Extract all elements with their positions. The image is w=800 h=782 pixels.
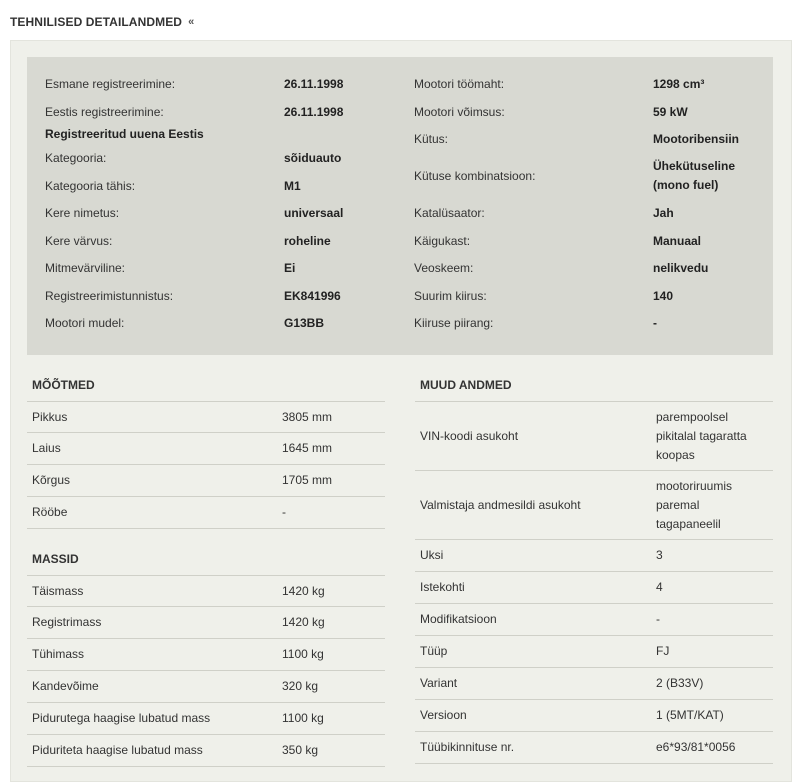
- row-value: [656, 402, 747, 470]
- table-row: [27, 639, 385, 671]
- summary-box: [27, 57, 773, 355]
- row-label: Kõrgus: [32, 473, 71, 487]
- table-row: [27, 401, 385, 433]
- row-value-line: mootoriruumis: [656, 478, 733, 493]
- row-value: -: [282, 505, 286, 519]
- table-row: [27, 735, 385, 767]
- summary-label: Mootori töömaht:: [414, 77, 505, 91]
- table-row: [415, 604, 773, 636]
- summary-label: Kategooria:: [45, 151, 107, 165]
- row-value: 2 (B33V): [656, 676, 704, 690]
- row-value: 3805 mm: [282, 409, 333, 424]
- summary-label: Kere värvus:: [45, 234, 113, 248]
- summary-label: Kere nimetus:: [45, 206, 120, 220]
- summary-label: Kütus:: [414, 132, 449, 146]
- summary-label: Kategooria tähis:: [45, 179, 136, 193]
- summary-label: Kütuse kombinatsioon:: [414, 169, 536, 183]
- row-label: Rööbe: [32, 505, 68, 519]
- summary-value: Ei: [284, 261, 296, 275]
- row-value: 1420 kg: [282, 583, 325, 598]
- row-value: 3: [656, 548, 663, 562]
- row-label: Pikkus: [32, 409, 68, 424]
- row-value-line: parempoolsel: [656, 409, 729, 424]
- details-panel: [10, 40, 792, 782]
- table-row: [415, 540, 773, 572]
- summary-value: 26.11.1998: [284, 77, 344, 91]
- table-row: [415, 572, 773, 604]
- summary-value: 26.11.1998: [284, 105, 344, 119]
- row-label: Uksi: [420, 548, 444, 562]
- row-label: Valmistaja andmesildi asukoht: [420, 497, 581, 512]
- summary-value: Ühekütuseline: [653, 159, 736, 173]
- summary-label: Mitmevärviline:: [45, 261, 126, 275]
- row-label: Registrimass: [32, 615, 102, 629]
- summary-value: Mootoribensiin: [653, 132, 739, 146]
- summary-value: 59 kW: [653, 105, 688, 119]
- row-value-line: pikitalal tagaratta: [656, 428, 747, 443]
- row-value: 4: [656, 580, 663, 594]
- row-label: Versioon: [420, 708, 467, 722]
- table-row: [27, 671, 385, 703]
- row-label: Tüüp: [420, 644, 448, 658]
- summary-label: Registreerimistunnistus:: [45, 289, 174, 303]
- table-row: [27, 575, 385, 607]
- summary-value: Manuaal: [653, 234, 702, 248]
- row-value: e6*93/81*0056: [656, 740, 736, 754]
- summary-value: G13BB: [284, 316, 325, 330]
- row-value: 1645 mm: [282, 441, 333, 455]
- table-row: [27, 703, 385, 735]
- masses-table: [27, 575, 385, 767]
- summary-value: 1298 cm³: [653, 77, 705, 91]
- row-value: 1100 kg: [282, 711, 324, 725]
- table-row: [415, 668, 773, 700]
- dimensions-table: [27, 401, 385, 529]
- row-value-line: tagapaneelil: [656, 516, 721, 531]
- section-title: TEHNILISED DETAILANDMED: [10, 15, 183, 29]
- summary-value: roheline: [284, 234, 331, 248]
- summary-value-line2: (mono fuel): [653, 178, 719, 192]
- summary-note: Registreeritud uuena Eestis: [45, 127, 204, 141]
- row-label: Laius: [32, 441, 61, 455]
- summary-label: Käigukast:: [414, 234, 471, 248]
- masses-title: MASSID: [32, 552, 79, 566]
- summary-label: Esmane registreerimine:: [45, 77, 176, 91]
- row-label: Variant: [420, 676, 458, 690]
- summary-label: Veoskeem:: [414, 261, 474, 275]
- section-header-toggle[interactable]: [10, 12, 194, 32]
- summary-value: EK841996: [284, 289, 341, 303]
- row-value-line: koopas: [656, 447, 695, 462]
- other-data-table: [415, 401, 773, 764]
- table-row: [27, 497, 385, 529]
- summary-value: 140: [653, 289, 674, 303]
- row-label: Täismass: [32, 583, 84, 598]
- summary-label: Kiiruse piirang:: [414, 316, 494, 330]
- table-row: [27, 607, 385, 639]
- row-value-line: paremal: [656, 497, 700, 512]
- row-value: -: [656, 612, 660, 626]
- table-row: [27, 433, 385, 465]
- row-value: 350 kg: [282, 743, 319, 757]
- table-row: [415, 732, 773, 764]
- chevron-double-up-icon[interactable]: «: [188, 15, 195, 28]
- table-row: [415, 636, 773, 668]
- summary-label: Suurim kiirus:: [414, 289, 487, 303]
- summary-value: nelikvedu: [653, 261, 709, 275]
- row-label: Pidurutega haagise lubatud mass: [32, 711, 211, 725]
- row-value: 1705 mm: [282, 473, 333, 487]
- summary-value: Jah: [653, 206, 674, 220]
- row-label: Istekohti: [420, 580, 465, 594]
- summary-label: Eestis registreerimine:: [45, 105, 164, 119]
- row-value: 1420 kg: [282, 615, 325, 629]
- table-row: [415, 401, 773, 471]
- row-label: Tüübikinnituse nr.: [420, 740, 515, 754]
- table-row: [27, 465, 385, 497]
- table-row: [415, 471, 773, 540]
- row-value: 1 (5MT/KAT): [656, 708, 724, 722]
- summary-value: universaal: [284, 206, 344, 220]
- table-row: [415, 700, 773, 732]
- summary-value: -: [653, 316, 657, 330]
- row-value: FJ: [656, 644, 670, 658]
- summary-value: sõiduauto: [284, 151, 342, 165]
- row-label: VIN-koodi asukoht: [420, 428, 519, 443]
- row-label: Piduriteta haagise lubatud mass: [32, 743, 203, 757]
- row-value: 320 kg: [282, 679, 319, 693]
- row-label: Modifikatsioon: [420, 612, 497, 626]
- summary-value: M1: [284, 179, 301, 193]
- dimensions-title: MÕÕTMED: [32, 378, 95, 392]
- other-data-title: MUUD ANDMED: [420, 378, 512, 392]
- row-label: Tühimass: [32, 647, 85, 661]
- summary-label: Katalüsaator:: [414, 206, 485, 220]
- row-value: 1100 kg: [282, 647, 324, 661]
- summary-label: Mootori mudel:: [45, 316, 125, 330]
- summary-label: Mootori võimsus:: [414, 105, 505, 119]
- row-label: Kandevõime: [32, 679, 99, 693]
- row-value: [656, 471, 732, 539]
